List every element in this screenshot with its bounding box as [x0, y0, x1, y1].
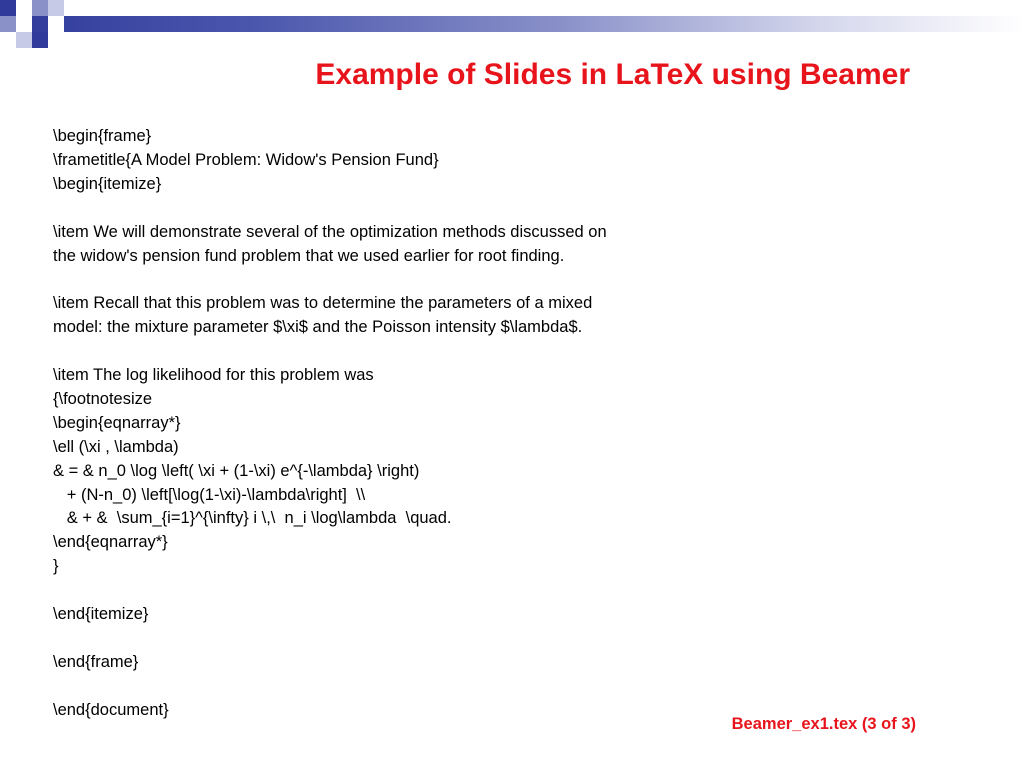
file-label: Beamer_ex1.tex (3 of 3): [731, 715, 916, 733]
decor-square: [32, 0, 48, 16]
code-line: [53, 268, 773, 292]
code-line: + (N-n_0) \left[\log(1-\xi)-\lambda\right] \\: [53, 485, 366, 504]
code-line: [53, 340, 773, 364]
code-line: & = & n_0 \log \left( \xi + (1-\xi) e^{-\lambda} \right): [53, 461, 420, 480]
decor-square: [16, 0, 32, 16]
code-line: model: the mixture parameter $\xi$ and the Poisson intensity $\lambda$.: [53, 318, 583, 337]
code-line: \frametitle{A Model Problem: Widow's Pension Fund}: [53, 150, 439, 169]
code-line: & + & \sum_{i=1}^{\infty} i \,\ n_i \log\lambda \quad.: [53, 509, 452, 528]
code-line: \end{frame}: [53, 652, 139, 671]
decor-square: [16, 32, 32, 48]
decor-square: [16, 16, 32, 32]
code-line: \item Recall that this problem was to determine the parameters of a mixed: [53, 294, 593, 313]
code-line: {\footnotesize: [53, 389, 153, 408]
code-line: \begin{frame}: [53, 127, 152, 145]
code-line: \ell (\xi , \lambda): [53, 437, 179, 456]
decor-square: [48, 16, 64, 32]
code-line: \item We will demonstrate several of the optimization methods discussed on: [53, 222, 607, 241]
decor-square: [32, 32, 48, 48]
code-line: [53, 579, 773, 603]
decor-square: [0, 0, 16, 16]
code-line: \end{document}: [53, 700, 169, 719]
decor-square: [0, 32, 16, 48]
code-line: \end{eqnarray*}: [53, 533, 168, 552]
code-line: [53, 627, 773, 651]
code-line: \begin{eqnarray*}: [53, 413, 181, 432]
code-line: the widow's pension fund problem that we used earlier for root finding.: [53, 246, 565, 265]
code-line: }: [53, 557, 59, 576]
code-line: \begin{itemize}: [53, 174, 162, 193]
code-line: \end{itemize}: [53, 605, 149, 624]
slide-title: Example of Slides in LaTeX using Beamer: [315, 58, 910, 91]
code-line: [53, 675, 773, 699]
code-line: [53, 197, 773, 221]
latex-source-block: [53, 125, 773, 723]
decor-square: [0, 16, 16, 32]
decor-square: [48, 0, 64, 16]
code-line: \item The log likelihood for this problem was: [53, 366, 374, 385]
header-gradient-bar: [0, 16, 1024, 32]
